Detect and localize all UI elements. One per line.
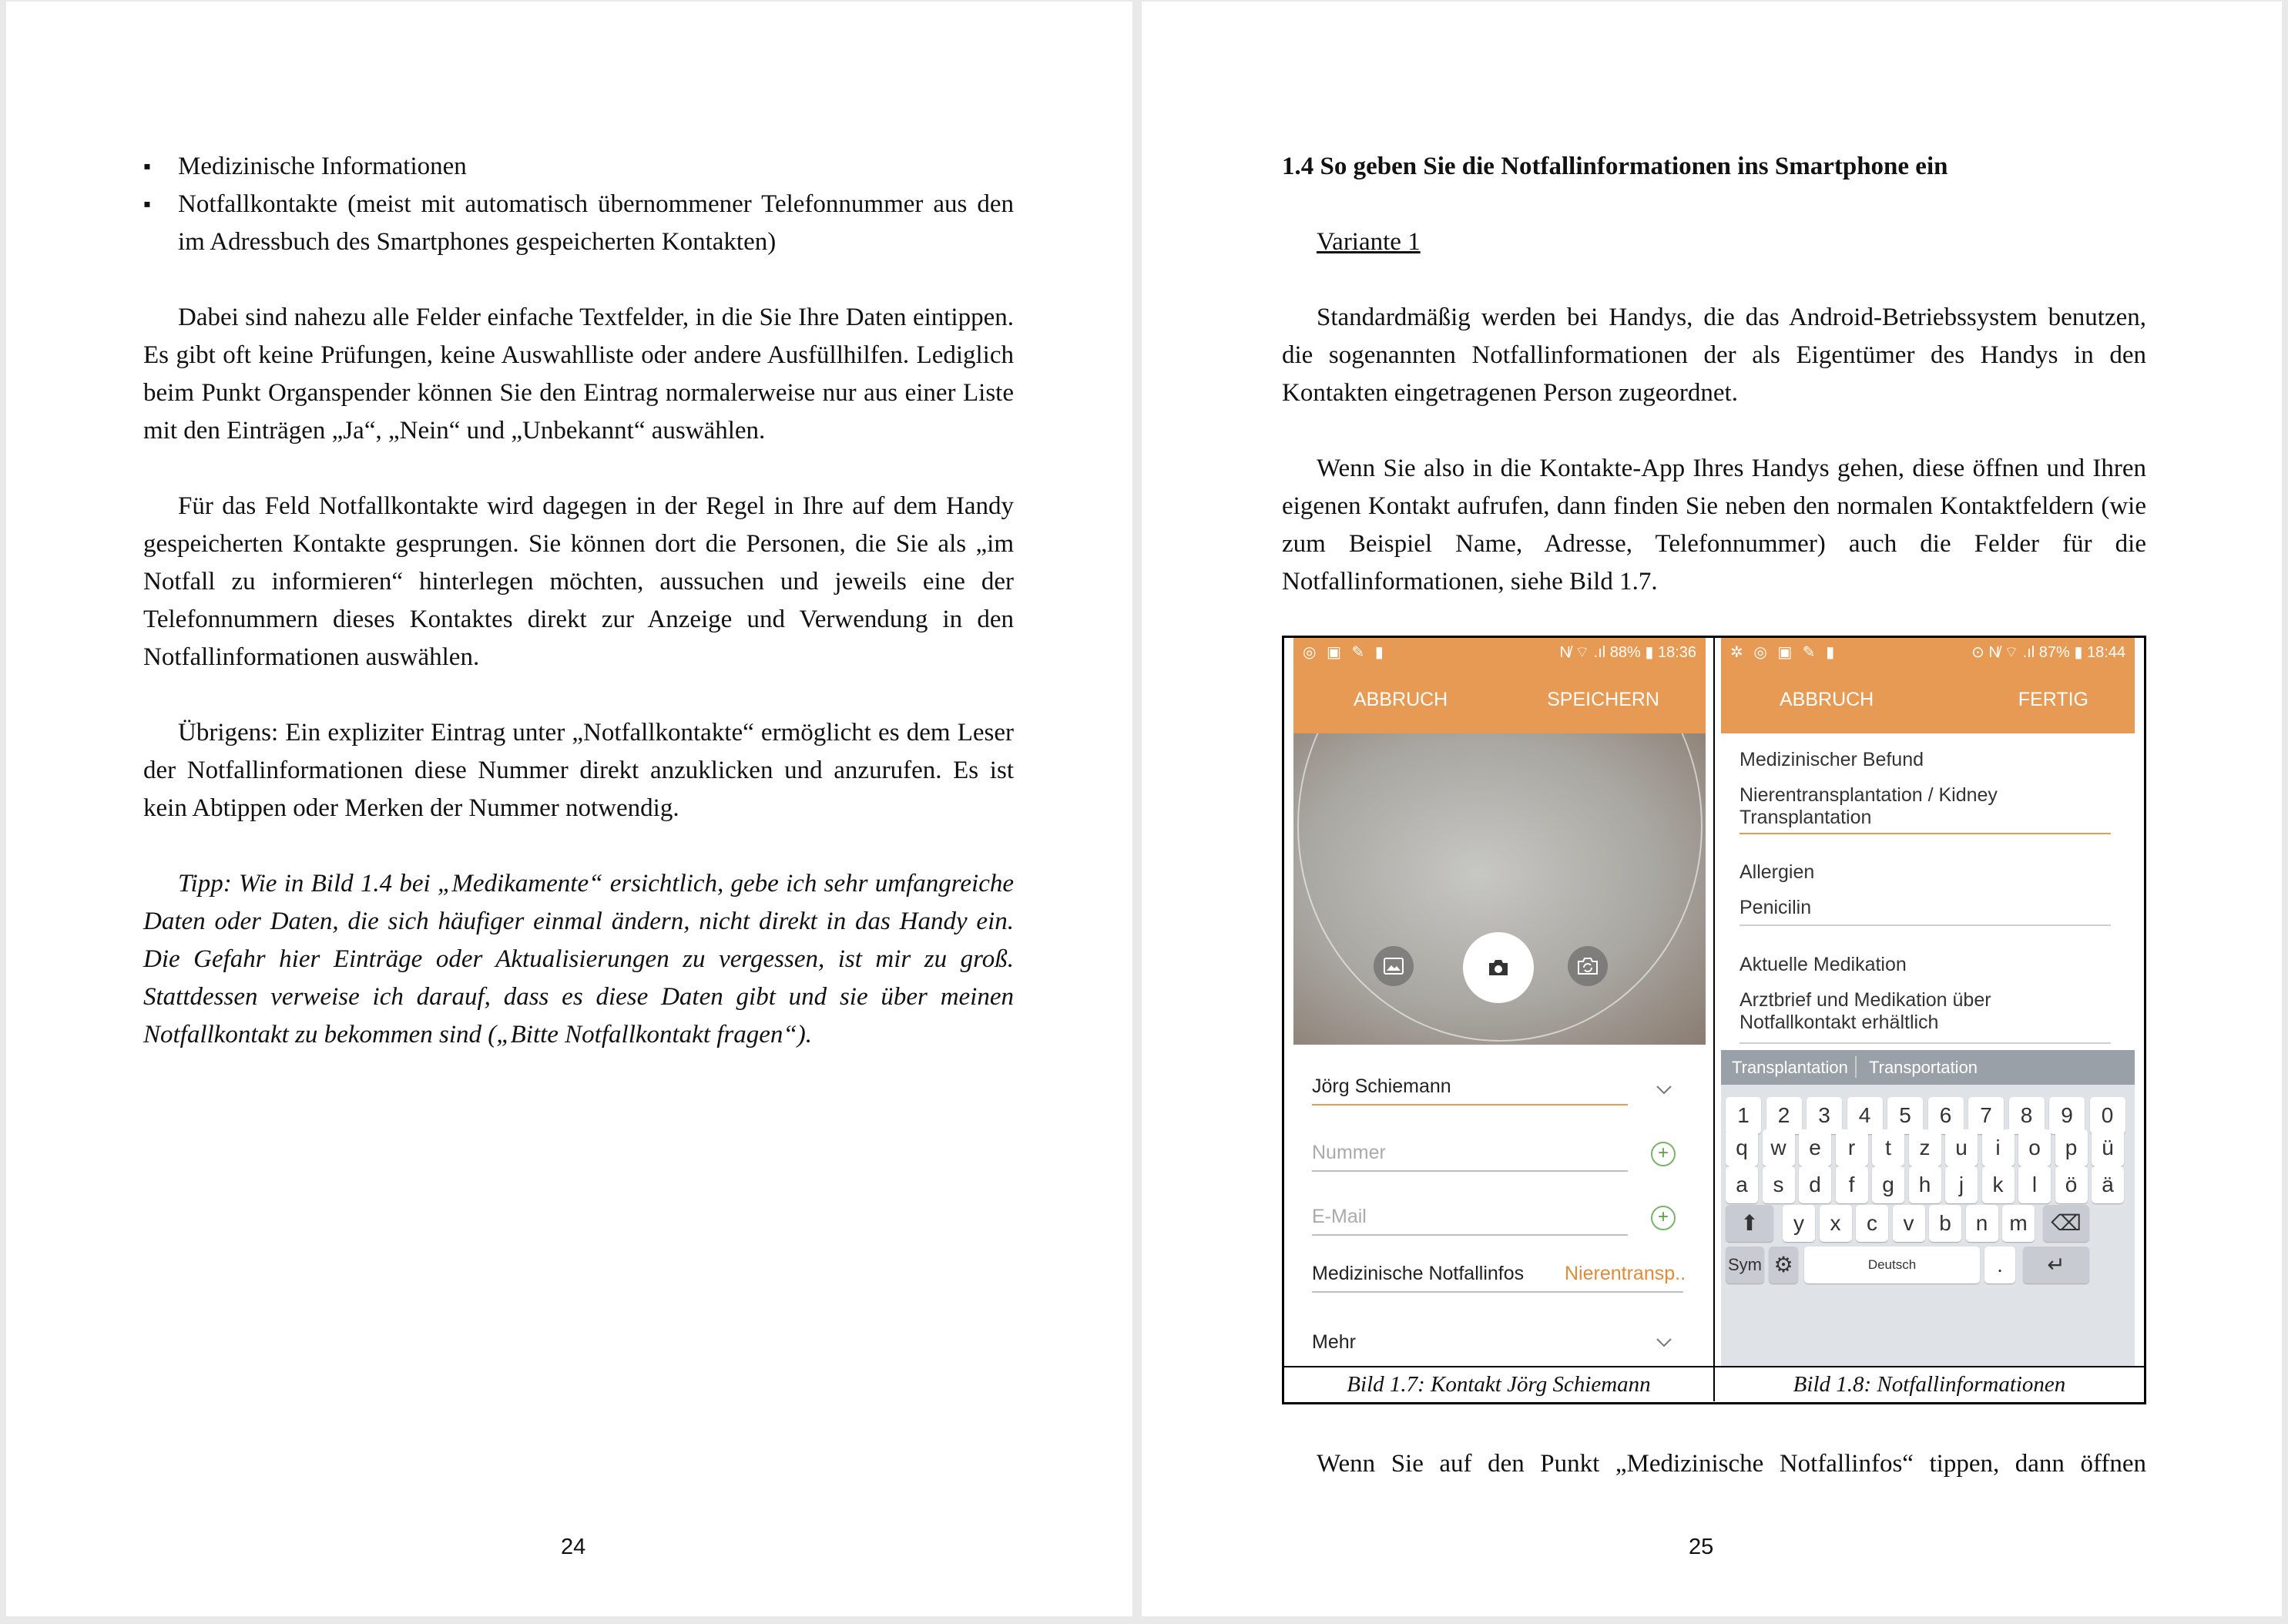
key-j[interactable]: j — [1945, 1166, 1978, 1203]
page-number: 25 — [1689, 1535, 1714, 1559]
right-text-column — [1282, 148, 2146, 601]
action-bar — [1721, 667, 2135, 733]
key-d[interactable]: d — [1799, 1166, 1831, 1203]
figure-caption: Bild 1.8: Notfallinformationen — [1793, 1372, 2066, 1397]
right-page — [1142, 2, 2282, 1616]
key-7[interactable]: 7 — [1968, 1097, 2004, 1134]
sym-key[interactable]: Sym — [1726, 1247, 1764, 1283]
switch-camera-button[interactable] — [1568, 946, 1608, 986]
gallery-button[interactable] — [1374, 946, 1414, 986]
key-2[interactable]: 2 — [1766, 1097, 1802, 1134]
add-number-icon[interactable]: + — [1651, 1142, 1676, 1166]
key-3[interactable]: 3 — [1807, 1097, 1842, 1134]
key-t[interactable]: t — [1872, 1129, 1904, 1166]
left-page — [6, 2, 1132, 1616]
key-e[interactable]: e — [1799, 1129, 1831, 1166]
key-9[interactable]: 9 — [2049, 1097, 2085, 1134]
key-0[interactable]: 0 — [2090, 1097, 2125, 1134]
name-field[interactable]: Jörg Schiemann — [1312, 1075, 1451, 1097]
more-button[interactable]: Mehr — [1312, 1331, 1356, 1353]
paragraph: Wenn Sie also in die Kontakte-App Ihres Handys gehen, diese öffnen und Ihren eigenen Kontakt aufrufen, dann finden Sie neben den normalen Kontaktfeldern (wie zum Beispiel Name, Adresse, Telefonnummer) auch die Felder für die Notfallinformationen, siehe Bild 1.7. — [1282, 455, 2146, 596]
status-right: N̸ ⌔ .ıl 88% ▮ 18:36 — [1559, 644, 1696, 661]
medical-finding-label: Medizinischer Befund — [1739, 749, 1924, 770]
action-bar — [1293, 667, 1706, 733]
number-field[interactable]: Nummer — [1312, 1142, 1386, 1163]
medication-input[interactable]: Arztbrief und Medikation über Notfallkontakt erhältlich — [1739, 989, 1991, 1033]
image-icon — [1384, 958, 1404, 975]
figure-cell-emergency-info — [1715, 638, 2144, 1366]
key-1[interactable]: 1 — [1726, 1097, 1761, 1134]
medical-info-label[interactable]: Medizinische Notfallinfos — [1312, 1263, 1525, 1284]
paragraph: Für das Feld Notfallkontakte wird dagegen in der Regel in Ihre auf dem Handy gespeicherten Kontakte gesprungen. Sie können dort die Personen, die Sie als „im Notfall zu informieren“ hinterlegen möchten, aussuchen und jeweils eine der Telefonnummern dieses Kontaktes direkt zur Anzeige und Verwendung in den Notfallinformationen auswählen. — [143, 492, 1014, 671]
key-x[interactable]: x — [1820, 1205, 1852, 1242]
medical-finding-input[interactable]: Nierentransplantation / Kidney Transplantation — [1739, 784, 1998, 828]
phone-screenshot-contact — [1293, 638, 1706, 1366]
on-screen-keyboard — [1721, 1085, 2135, 1366]
cancel-button[interactable]: ABBRUCH — [1780, 689, 1874, 710]
key-h[interactable]: h — [1909, 1166, 1941, 1203]
key-6[interactable]: 6 — [1928, 1097, 1964, 1134]
paragraph: Übrigens: Ein expliziter Eintrag unter „Notfallkontakte“ ermöglicht es dem Leser der Notfallinformationen diese Nummer direkt anzuklicken und anzurufen. Es ist kein Abtippen oder Merken der Nummer notwendig. — [143, 719, 1014, 822]
key-w[interactable]: w — [1763, 1129, 1795, 1166]
status-right: ⊙ N̸ ⌔ .ıl 87% ▮ 18:44 — [1971, 644, 2125, 661]
backspace-key-icon[interactable]: ⌫ — [2043, 1205, 2089, 1242]
camera-button[interactable] — [1463, 932, 1534, 1003]
key-5[interactable]: 5 — [1887, 1097, 1923, 1134]
space-key[interactable]: Deutsch — [1804, 1247, 1980, 1283]
save-button[interactable]: SPEICHERN — [1547, 689, 1659, 710]
key-o[interactable]: o — [2018, 1129, 2051, 1166]
add-email-icon[interactable]: + — [1651, 1206, 1676, 1230]
chevron-down-icon[interactable] — [1656, 1337, 1672, 1348]
key-b[interactable]: b — [1929, 1205, 1961, 1242]
bullet-item: ▪ Notfallkontakte (meist mit automatisch übernommener Telefonnummer aus den im Adressbuch des Smartphones gespeicherten Kontakten) — [143, 186, 1014, 261]
notification-icons: ✲ ◎ ▣ ✎ ▮ — [1730, 644, 1838, 661]
settings-key-icon[interactable]: ⚙ — [1769, 1247, 1798, 1283]
page-number: 24 — [561, 1535, 586, 1559]
key-m[interactable]: m — [2002, 1205, 2035, 1242]
status-bar — [1293, 638, 1706, 667]
suggestion-item[interactable]: Transplantation — [1732, 1058, 1848, 1077]
key-a[interactable]: a — [1726, 1166, 1758, 1203]
key-f[interactable]: f — [1836, 1166, 1868, 1203]
chevron-down-icon[interactable] — [1656, 1085, 1672, 1096]
allergies-input[interactable]: Penicilin — [1739, 897, 1812, 918]
done-button[interactable]: FERTIG — [2018, 689, 2088, 710]
medication-label: Aktuelle Medikation — [1739, 954, 1907, 975]
suggestion-item[interactable]: Transportation — [1869, 1058, 1978, 1077]
key-y[interactable]: y — [1783, 1205, 1815, 1242]
contact-photo-area[interactable] — [1293, 733, 1706, 1045]
phone-screenshot-emergency-info — [1721, 638, 2135, 1366]
email-field[interactable]: E-Mail — [1312, 1206, 1367, 1227]
figure-cell-contact — [1284, 638, 1715, 1366]
tip-paragraph: Tipp: Wie in Bild 1.4 bei „Medikamente“ ersichtlich, gebe ich sehr umfangreiche Daten oder Daten, die sich häufiger einmal ändern, nicht direkt in das Handy ein. Die Gefahr hier Einträge oder Aktualisierungen zu vergessen, ist mir zu groß. Stattdessen verweise ich darauf, dass es diese Daten gibt und sie über meinen Notfallkontakt zu bekommen sind („Bitte Notfallkontakt fragen“). — [143, 870, 1014, 1049]
switch-camera-icon — [1576, 957, 1599, 975]
figure-caption: Bild 1.7: Kontakt Jörg Schiemann — [1284, 1367, 1715, 1401]
key-g[interactable]: g — [1872, 1166, 1904, 1203]
key-u[interactable]: u — [1945, 1129, 1978, 1166]
key-r[interactable]: r — [1836, 1129, 1868, 1166]
key-c[interactable]: c — [1856, 1205, 1888, 1242]
key-period[interactable]: . — [1984, 1247, 2015, 1283]
key-8[interactable]: 8 — [2009, 1097, 2045, 1134]
bullet-item: ▪ Medizinische Informationen — [143, 148, 1014, 186]
medical-info-value[interactable]: Nierentransp.. — [1565, 1263, 1686, 1284]
key-z[interactable]: z — [1909, 1129, 1941, 1166]
right-text-continued — [1282, 1445, 2146, 1483]
caption-row — [1284, 1366, 2144, 1402]
key-i[interactable]: i — [1982, 1129, 2015, 1166]
key-k[interactable]: k — [1982, 1166, 2015, 1203]
key-n[interactable]: n — [1966, 1205, 1998, 1242]
notification-icons: ◎ ▣ ✎ ▮ — [1303, 644, 1387, 661]
paragraph: Wenn Sie auf den Punkt „Medizinische Notfallinfos“ tippen, dann öffnen — [1317, 1450, 2146, 1478]
key-v[interactable]: v — [1893, 1205, 1925, 1242]
allergies-label: Allergien — [1739, 861, 1815, 883]
key-q[interactable]: q — [1726, 1129, 1758, 1166]
figure-table — [1282, 636, 2146, 1404]
paragraph: Standardmäßig werden bei Handys, die das Android-Betriebssystem benutzen, die sogenannten Notfallinformationen der als Eigentümer des Handys in den Kontakten eingetragenen Person zugeordnet. — [1282, 304, 2146, 407]
key-ö[interactable]: ö — [2055, 1166, 2088, 1203]
left-text-column — [143, 148, 1014, 1054]
key-ü[interactable]: ü — [2092, 1129, 2124, 1166]
camera-icon — [1487, 958, 1510, 977]
paragraph: Dabei sind nahezu alle Felder einfache Textfelder, in die Sie Ihre Daten eintippen. Es gibt oft keine Prüfungen, keine Auswahlliste oder andere Ausfüllhilfen. Lediglich beim Punkt Organspender können Sie den Eintrag normalerweise nur aus einer Liste mit den Einträgen „Ja“, „Nein“ und „Unbekannt“ auswählen. — [143, 304, 1014, 445]
key-4[interactable]: 4 — [1847, 1097, 1883, 1134]
status-bar — [1721, 638, 2135, 667]
key-p[interactable]: p — [2055, 1129, 2088, 1166]
shift-key-icon[interactable]: ⬆ — [1726, 1205, 1773, 1242]
section-heading: 1.4 So geben Sie die Notfallinformationen ins Smartphone ein — [1282, 153, 1948, 180]
key-l[interactable]: l — [2018, 1166, 2051, 1203]
cancel-button[interactable]: ABBRUCH — [1354, 689, 1448, 710]
variant-label: Variante 1 — [1317, 228, 1421, 256]
suggestion-bar — [1721, 1050, 2135, 1085]
key-ä[interactable]: ä — [2092, 1166, 2124, 1203]
enter-key-icon[interactable]: ↵ — [2023, 1247, 2089, 1283]
key-s[interactable]: s — [1763, 1166, 1795, 1203]
